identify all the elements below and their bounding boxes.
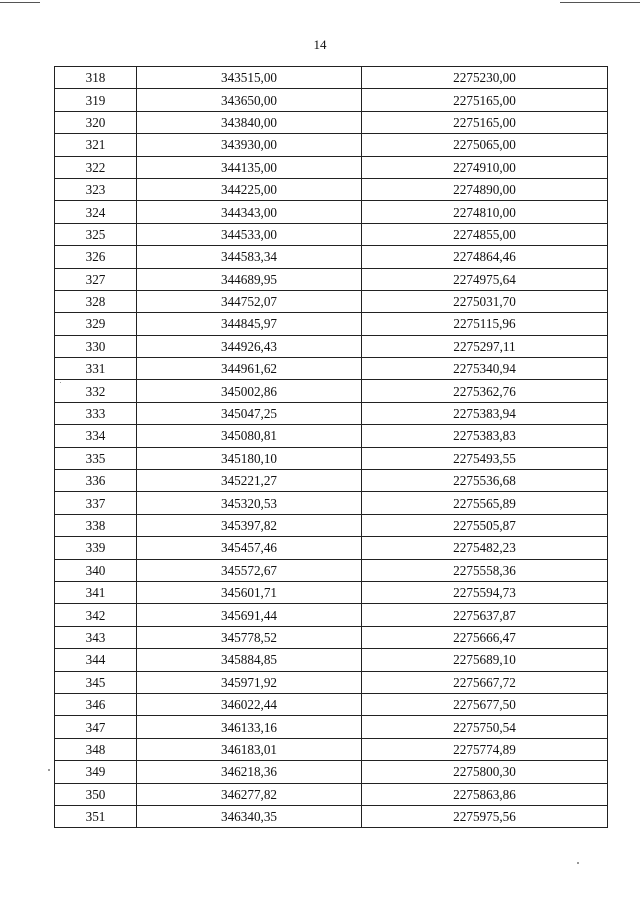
y-coordinate-cell: 2275362,76 bbox=[362, 380, 608, 402]
y-coordinate-cell: 2275536,68 bbox=[362, 470, 608, 492]
y-coordinate-cell: 2275493,55 bbox=[362, 447, 608, 469]
y-coordinate-cell: 2274855,00 bbox=[362, 223, 608, 245]
scan-speck bbox=[577, 862, 579, 864]
table-row bbox=[55, 470, 608, 492]
y-coordinate-cell: 2275594,73 bbox=[362, 581, 608, 603]
table-row bbox=[55, 178, 608, 200]
point-number-cell: 340 bbox=[55, 559, 137, 581]
scan-speck bbox=[60, 382, 61, 383]
table-row bbox=[55, 268, 608, 290]
x-coordinate-cell: 343650,00 bbox=[137, 89, 362, 111]
y-coordinate-cell: 2275975,56 bbox=[362, 805, 608, 827]
point-number-cell: 351 bbox=[55, 805, 137, 827]
x-coordinate-cell: 345320,53 bbox=[137, 492, 362, 514]
x-coordinate-cell: 346277,82 bbox=[137, 783, 362, 805]
x-coordinate-cell: 345457,46 bbox=[137, 537, 362, 559]
point-number-cell: 325 bbox=[55, 223, 137, 245]
scan-edge-line-right bbox=[560, 2, 640, 3]
x-coordinate-cell: 346218,36 bbox=[137, 761, 362, 783]
x-coordinate-cell: 345047,25 bbox=[137, 402, 362, 424]
point-number-cell: 343 bbox=[55, 626, 137, 648]
x-coordinate-cell: 344225,00 bbox=[137, 178, 362, 200]
table-row bbox=[55, 111, 608, 133]
table-row bbox=[55, 514, 608, 536]
x-coordinate-cell: 344845,97 bbox=[137, 313, 362, 335]
table-row bbox=[55, 89, 608, 111]
y-coordinate-cell: 2275666,47 bbox=[362, 626, 608, 648]
point-number-cell: 335 bbox=[55, 447, 137, 469]
point-number-cell: 345 bbox=[55, 671, 137, 693]
point-number-cell: 344 bbox=[55, 649, 137, 671]
x-coordinate-cell: 344135,00 bbox=[137, 156, 362, 178]
table-row bbox=[55, 335, 608, 357]
y-coordinate-cell: 2275637,87 bbox=[362, 604, 608, 626]
table-row bbox=[55, 447, 608, 469]
table-row bbox=[55, 290, 608, 312]
x-coordinate-cell: 346022,44 bbox=[137, 693, 362, 715]
point-number-cell: 339 bbox=[55, 537, 137, 559]
point-number-cell: 348 bbox=[55, 738, 137, 760]
y-coordinate-cell: 2275677,50 bbox=[362, 693, 608, 715]
x-coordinate-cell: 345971,92 bbox=[137, 671, 362, 693]
point-number-cell: 319 bbox=[55, 89, 137, 111]
table-row bbox=[55, 649, 608, 671]
point-number-cell: 350 bbox=[55, 783, 137, 805]
table-row bbox=[55, 358, 608, 380]
table-row bbox=[55, 425, 608, 447]
point-number-cell: 328 bbox=[55, 290, 137, 312]
point-number-cell: 349 bbox=[55, 761, 137, 783]
x-coordinate-cell: 345002,86 bbox=[137, 380, 362, 402]
coordinates-table bbox=[54, 66, 608, 828]
point-number-cell: 326 bbox=[55, 246, 137, 268]
point-number-cell: 321 bbox=[55, 134, 137, 156]
point-number-cell: 318 bbox=[55, 67, 137, 89]
table-row bbox=[55, 492, 608, 514]
y-coordinate-cell: 2275750,54 bbox=[362, 716, 608, 738]
y-coordinate-cell: 2275565,89 bbox=[362, 492, 608, 514]
point-number-cell: 341 bbox=[55, 581, 137, 603]
y-coordinate-cell: 2275863,86 bbox=[362, 783, 608, 805]
table-row bbox=[55, 738, 608, 760]
y-coordinate-cell: 2274864,46 bbox=[362, 246, 608, 268]
y-coordinate-cell: 2275165,00 bbox=[362, 111, 608, 133]
x-coordinate-cell: 345572,67 bbox=[137, 559, 362, 581]
x-coordinate-cell: 343515,00 bbox=[137, 67, 362, 89]
point-number-cell: 330 bbox=[55, 335, 137, 357]
point-number-cell: 338 bbox=[55, 514, 137, 536]
table-row bbox=[55, 67, 608, 89]
y-coordinate-cell: 2274910,00 bbox=[362, 156, 608, 178]
table-row bbox=[55, 671, 608, 693]
table-row bbox=[55, 693, 608, 715]
y-coordinate-cell: 2275165,00 bbox=[362, 89, 608, 111]
x-coordinate-cell: 345778,52 bbox=[137, 626, 362, 648]
y-coordinate-cell: 2275065,00 bbox=[362, 134, 608, 156]
table-row bbox=[55, 223, 608, 245]
x-coordinate-cell: 345884,85 bbox=[137, 649, 362, 671]
point-number-cell: 332 bbox=[55, 380, 137, 402]
point-number-cell: 336 bbox=[55, 470, 137, 492]
coordinates-table-body bbox=[55, 67, 608, 828]
table-row bbox=[55, 559, 608, 581]
y-coordinate-cell: 2274890,00 bbox=[362, 178, 608, 200]
y-coordinate-cell: 2275774,89 bbox=[362, 738, 608, 760]
x-coordinate-cell: 344752,07 bbox=[137, 290, 362, 312]
point-number-cell: 347 bbox=[55, 716, 137, 738]
table-row bbox=[55, 201, 608, 223]
y-coordinate-cell: 2275558,36 bbox=[362, 559, 608, 581]
point-number-cell: 342 bbox=[55, 604, 137, 626]
scan-edge-line-left bbox=[0, 2, 40, 3]
x-coordinate-cell: 346133,16 bbox=[137, 716, 362, 738]
table-row bbox=[55, 716, 608, 738]
x-coordinate-cell: 344689,95 bbox=[137, 268, 362, 290]
table-row bbox=[55, 156, 608, 178]
x-coordinate-cell: 345180,10 bbox=[137, 447, 362, 469]
table-row bbox=[55, 604, 608, 626]
x-coordinate-cell: 344961,62 bbox=[137, 358, 362, 380]
x-coordinate-cell: 344583,34 bbox=[137, 246, 362, 268]
x-coordinate-cell: 345080,81 bbox=[137, 425, 362, 447]
point-number-cell: 320 bbox=[55, 111, 137, 133]
table-row bbox=[55, 581, 608, 603]
y-coordinate-cell: 2275505,87 bbox=[362, 514, 608, 536]
table-row bbox=[55, 402, 608, 424]
point-number-cell: 323 bbox=[55, 178, 137, 200]
y-coordinate-cell: 2275383,94 bbox=[362, 402, 608, 424]
point-number-cell: 331 bbox=[55, 358, 137, 380]
y-coordinate-cell: 2275689,10 bbox=[362, 649, 608, 671]
table-row bbox=[55, 313, 608, 335]
y-coordinate-cell: 2275031,70 bbox=[362, 290, 608, 312]
scan-speck bbox=[48, 769, 50, 771]
x-coordinate-cell: 345601,71 bbox=[137, 581, 362, 603]
point-number-cell: 327 bbox=[55, 268, 137, 290]
y-coordinate-cell: 2275230,00 bbox=[362, 67, 608, 89]
x-coordinate-cell: 344343,00 bbox=[137, 201, 362, 223]
x-coordinate-cell: 343930,00 bbox=[137, 134, 362, 156]
x-coordinate-cell: 345691,44 bbox=[137, 604, 362, 626]
y-coordinate-cell: 2274975,64 bbox=[362, 268, 608, 290]
table-row bbox=[55, 380, 608, 402]
y-coordinate-cell: 2275667,72 bbox=[362, 671, 608, 693]
table-row bbox=[55, 537, 608, 559]
x-coordinate-cell: 344533,00 bbox=[137, 223, 362, 245]
y-coordinate-cell: 2275482,23 bbox=[362, 537, 608, 559]
point-number-cell: 322 bbox=[55, 156, 137, 178]
table-row bbox=[55, 626, 608, 648]
table-row bbox=[55, 246, 608, 268]
y-coordinate-cell: 2275383,83 bbox=[362, 425, 608, 447]
y-coordinate-cell: 2275297,11 bbox=[362, 335, 608, 357]
x-coordinate-cell: 345397,82 bbox=[137, 514, 362, 536]
x-coordinate-cell: 344926,43 bbox=[137, 335, 362, 357]
point-number-cell: 346 bbox=[55, 693, 137, 715]
y-coordinate-cell: 2275340,94 bbox=[362, 358, 608, 380]
y-coordinate-cell: 2275115,96 bbox=[362, 313, 608, 335]
table-row bbox=[55, 783, 608, 805]
x-coordinate-cell: 346340,35 bbox=[137, 805, 362, 827]
page-number: 14 bbox=[313, 37, 327, 52]
x-coordinate-cell: 346183,01 bbox=[137, 738, 362, 760]
table-row bbox=[55, 134, 608, 156]
x-coordinate-cell: 345221,27 bbox=[137, 470, 362, 492]
table-row bbox=[55, 761, 608, 783]
y-coordinate-cell: 2274810,00 bbox=[362, 201, 608, 223]
y-coordinate-cell: 2275800,30 bbox=[362, 761, 608, 783]
point-number-cell: 334 bbox=[55, 425, 137, 447]
point-number-cell: 329 bbox=[55, 313, 137, 335]
point-number-cell: 337 bbox=[55, 492, 137, 514]
point-number-cell: 333 bbox=[55, 402, 137, 424]
table-row bbox=[55, 805, 608, 827]
point-number-cell: 324 bbox=[55, 201, 137, 223]
x-coordinate-cell: 343840,00 bbox=[137, 111, 362, 133]
